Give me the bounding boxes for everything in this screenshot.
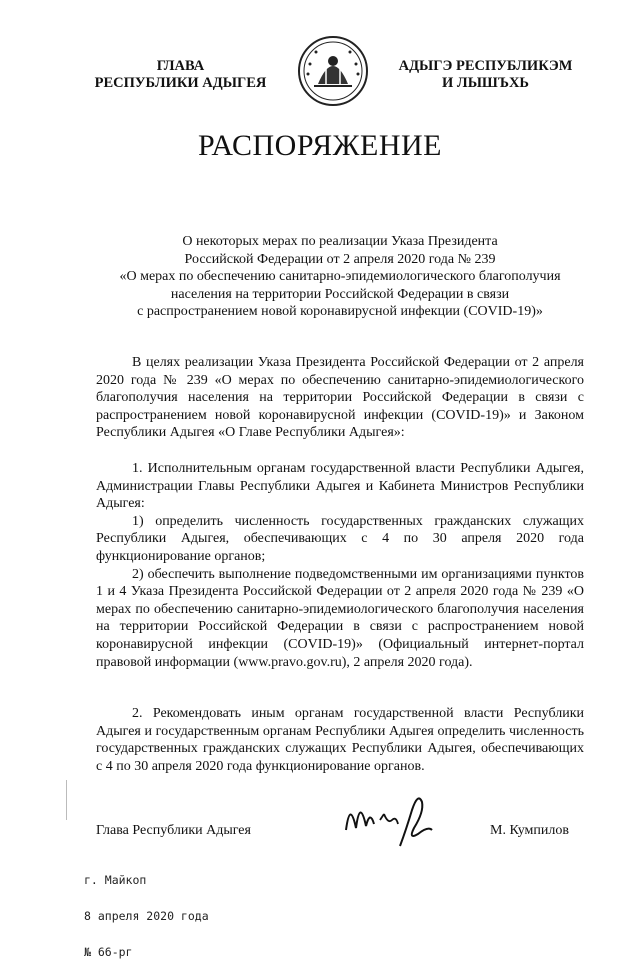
document-title: РАСПОРЯЖЕНИЕ xyxy=(197,129,443,162)
signatory-name: М. Кумпилов xyxy=(490,823,569,838)
item-1-2-text: 2) обеспечить выполнение подведомственными им организациями пунктов 1 и 4 Указа Президента Российской Федерации от 2 апреля 2020 года № 239 «О мерах по обеспечению санитарно-эпидемиологического благополучия населения на территории Российской Федерации в связи с распространением новой коронавирусной инфекции (COVID-19)» (Официальный интернет-портал правовой информации (www.pravo.gov.ru), 2 апреля 2020 года). xyxy=(96,566,584,670)
item-1-section xyxy=(96,460,584,671)
subject-line2: Российской Федерации от 2 апреля 2020 года № 239 xyxy=(184,251,496,267)
intro-text: В целях реализации Указа Президента Российской Федерации от 2 апреля 2020 года № 239 «О мерах по обеспечению санитарно-эпидемиологического благополучия населения на территории Российской Федерации в связи с распространением новой коронавирусной инфекции (COVID-19)» и Законом Республики Адыгея «О Главе Республики Адыгея»: xyxy=(96,355,584,441)
subject-line1: О некоторых мерах по реализации Указа Президента xyxy=(182,234,498,249)
item-1-1-text: 1) определить численность государственных гражданских служащих Республики Адыгея, обеспечивающих с 4 по 30 апреля 2020 года функционирование органов; xyxy=(96,513,584,564)
header-left-line1: ГЛАВА xyxy=(156,58,205,74)
document-subject xyxy=(95,233,585,321)
footer-number: № 66-рг xyxy=(84,945,133,959)
item-1-text: 1. Исполнительным органам государственной власти Республики Адыгея, Администрации Главы Республики Адыгея и Кабинета Министров Республики Адыгея: xyxy=(96,461,584,512)
item-2-section xyxy=(96,705,584,775)
handwritten-signature-icon xyxy=(340,790,450,850)
subject-line4: населения на территории Российской Федерации в связи xyxy=(170,286,510,302)
subject-line3: «О мерах по обеспечению санитарно-эпидемиологического благополучия xyxy=(119,269,561,284)
coat-of-arms-icon xyxy=(296,34,370,108)
header-right-line1: АДЫГЭ РЕСПУБЛИКЭМ xyxy=(398,58,573,74)
footer-date: 8 апреля 2020 года xyxy=(84,909,209,923)
header-left-line2: РЕСПУБЛИКИ АДЫГЕЯ xyxy=(94,75,267,91)
footer-city: г. Майкоп xyxy=(84,873,147,887)
header-right xyxy=(388,58,583,92)
signatory-position: Глава Республики Адыгея xyxy=(96,823,251,838)
document-footer xyxy=(84,850,209,970)
header-right-line2: И ЛЫШЪХЬ xyxy=(441,75,530,91)
header-left xyxy=(88,58,273,92)
margin-mark xyxy=(66,780,67,820)
item-2-text: 2. Рекомендовать иным органам государственной власти Республики Адыгея и государственным органам Республики Адыгея определить численность государственных гражданских служащих Республики Адыгея, обеспечивающих с 4 по 30 апреля 2020 года функционирование органов. xyxy=(96,706,584,774)
subject-line5: с распространением новой коронавирусной инфекции (COVID-19)» xyxy=(137,304,543,319)
intro-paragraph xyxy=(96,354,584,442)
